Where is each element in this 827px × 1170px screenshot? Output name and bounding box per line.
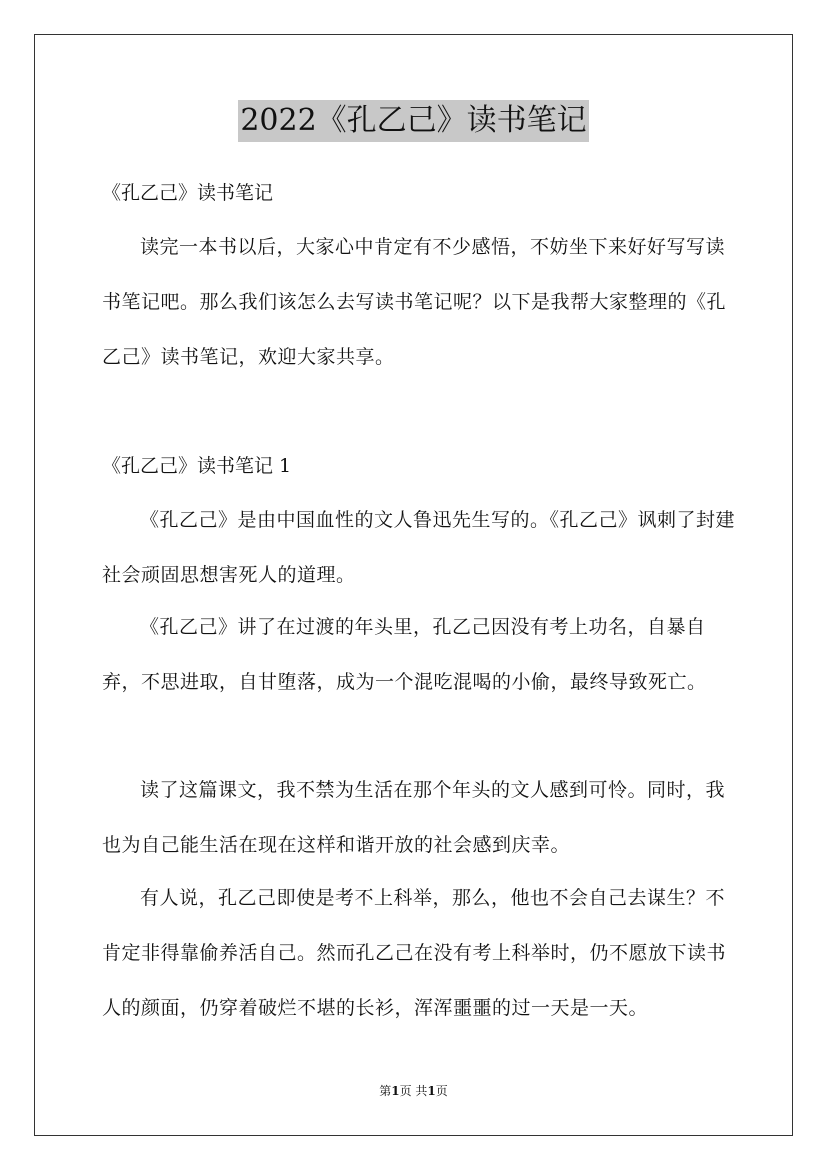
body-paragraph-3: 读了这篇课文，我不禁为生活在那个年头的文人感到可怜。同时，我也为自己能生活在现在这样和谐开放的社会感到庆幸。 bbox=[102, 779, 726, 856]
document-title: 2022《孔乙己》读书笔记 bbox=[238, 100, 588, 142]
footer-mid: 页 共 bbox=[399, 1084, 428, 1098]
title-container bbox=[0, 100, 827, 142]
body-paragraph-4: 有人说，孔乙己即使是考不上科举，那么，他也不会自己去谋生？不肯定非得靠偷养活自己。然而孔乙己在没有考上科举时，仍不愿放下读书人的颜面，仍穿着破烂不堪的长衫，浑浑噩噩的过一天是一天。 bbox=[102, 887, 727, 1019]
intro-heading: 《孔乙己》读书笔记 bbox=[102, 182, 274, 204]
footer-page-number: 1 bbox=[391, 1084, 400, 1098]
section-heading: 《孔乙己》读书笔记 1 bbox=[102, 455, 292, 477]
body-paragraph-2: 《孔乙己》讲了在过渡的年头里，孔乙己因没有考上功名，自暴自弃，不思进取，自甘堕落，成为一个混吃混喝的小偷，最终导致死亡。 bbox=[102, 616, 707, 693]
page-footer bbox=[0, 1082, 827, 1099]
body-paragraph-1: 《孔乙己》是由中国血性的文人鲁迅先生写的。《孔乙己》讽刺了封建社会顽固思想害死人的道理。 bbox=[102, 509, 736, 586]
intro-paragraph: 读完一本书以后，大家心中肯定有不少感悟，不妨坐下来好好写写读书笔记吧。那么我们该怎么去写读书笔记呢？以下是我帮大家整理的《孔乙己》读书笔记，欢迎大家共享。 bbox=[102, 236, 727, 368]
footer-prefix: 第 bbox=[379, 1084, 392, 1098]
footer-suffix: 页 bbox=[435, 1084, 448, 1098]
footer-page-total: 1 bbox=[427, 1084, 436, 1098]
